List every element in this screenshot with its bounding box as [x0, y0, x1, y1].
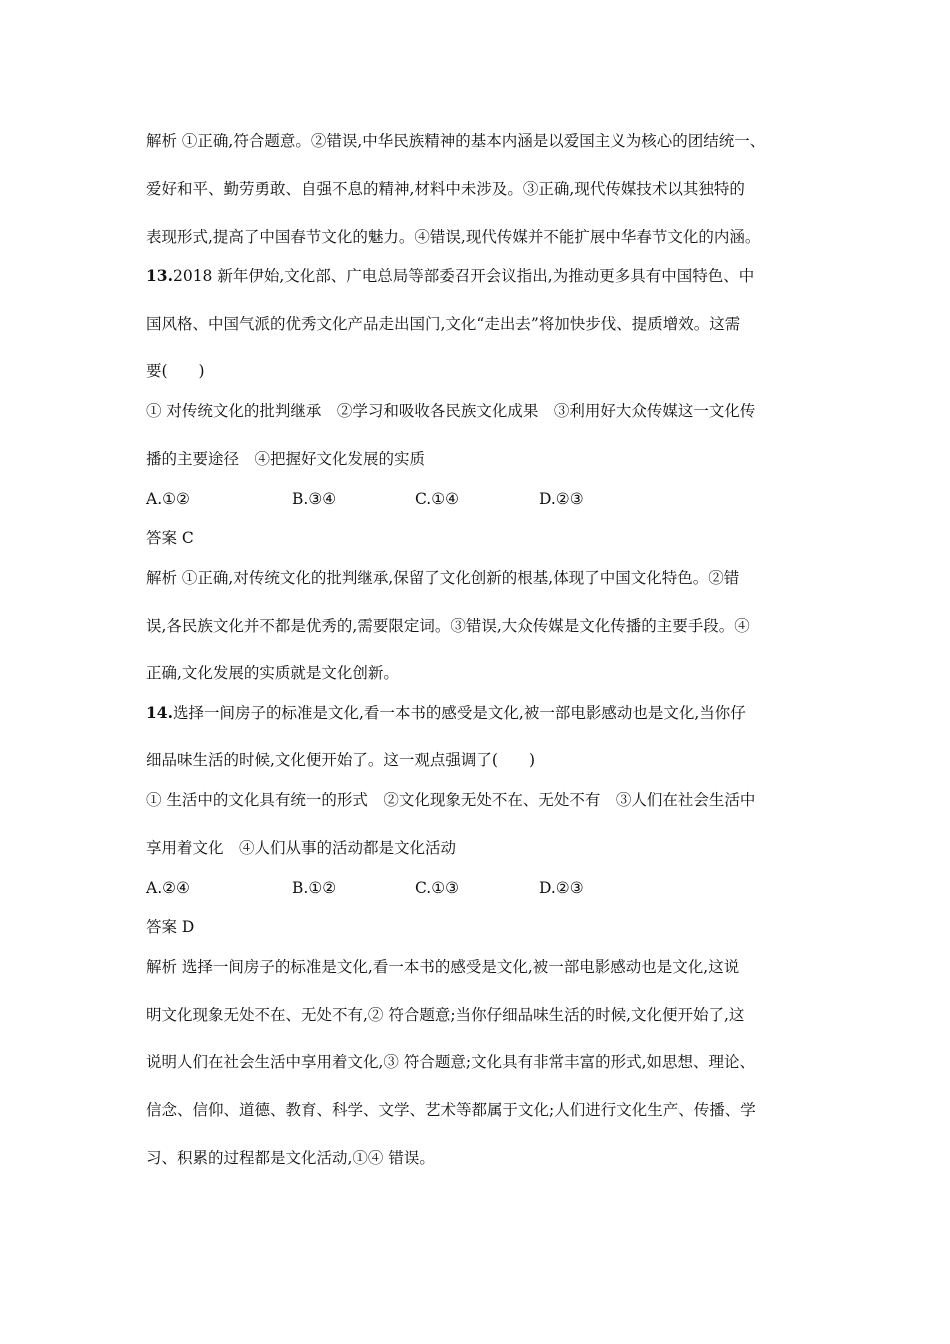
q12-analysis-line-1: 解析 ①正确,符合题意。②错误,中华民族精神的基本内涵是以爱国主义为核心的团结统一、: [146, 132, 766, 150]
q14-option-d: D.②③: [539, 879, 584, 897]
q13-option-c: C.①④: [415, 490, 460, 508]
q13-analysis-line-2: 误,各民族文化并不都是优秀的,需要限定词。③错误,大众传媒是文化传播的主要手段。④: [146, 617, 750, 635]
q14-option-a: A.②④: [146, 879, 190, 897]
q13-statements-line-1: ① 对传统文化的批判继承 ②学习和吸收各民族文化成果 ③利用好大众传媒这一文化传: [146, 402, 756, 420]
q13-option-b: B.③④: [292, 490, 337, 508]
q12-analysis-line-2: 爱好和平、勤劳勇敢、自强不息的精神,材料中未涉及。③正确,现代传媒技术以其独特的: [146, 180, 745, 198]
q14-option-b: B.①②: [292, 879, 337, 897]
q14-statements-line-2: 享用着文化 ④人们从事的活动都是文化活动: [146, 839, 457, 857]
q13-stem-line-2: 国风格、中国气派的优秀文化产品走出国门,文化“走出去”将加快步伐、提质增效。这需: [146, 315, 741, 333]
q14-analysis-line-4: 信念、信仰、道德、教育、科学、文学、艺术等都属于文化;人们进行文化生产、传播、学: [146, 1101, 756, 1119]
q14-analysis-line-1: 解析 选择一间房子的标准是文化,看一本书的感受是文化,被一部电影感动也是文化,这说: [146, 958, 740, 976]
q12-analysis-line-3: 表现形式,提高了中国春节文化的魅力。④错误,现代传媒并不能扩展中华春节文化的内涵。: [146, 228, 761, 246]
q13-option-a: A.①②: [146, 490, 190, 508]
q14-stem-line-2: 细品味生活的时候,文化便开始了。这一观点强调了( ): [146, 751, 536, 769]
q14-answer: 答案 D: [146, 918, 195, 936]
q13-stem-line-1: [146, 266, 754, 286]
q13-stem-text-1: 2018 新年伊始,文化部、广电总局等部委召开会议指出,为推动更多具有中国特色、中: [172, 267, 755, 285]
q14-analysis-line-5: 习、积累的过程都是文化活动,①④ 错误。: [146, 1149, 435, 1167]
q13-statements-line-2: 播的主要途径 ④把握好文化发展的实质: [146, 450, 426, 468]
q14-stem-line-1: [146, 703, 746, 723]
q14-analysis-line-2: 明文化现象无处不在、无处不有,② 符合题意;当你仔细品味生活的时候,文化便开始了,这: [146, 1006, 745, 1024]
q13-analysis-line-3: 正确,文化发展的实质就是文化创新。: [146, 664, 399, 682]
q13-stem-line-3: 要( ): [146, 362, 205, 380]
q13-number: 13.: [146, 266, 173, 285]
q14-statements-line-1: ① 生活中的文化具有统一的形式 ②文化现象无处不在、无处不有 ③人们在社会生活中: [146, 791, 756, 809]
q14-number: 14.: [146, 703, 173, 722]
q13-option-d: D.②③: [539, 490, 584, 508]
q13-answer: 答案 C: [146, 529, 194, 547]
q14-analysis-line-3: 说明人们在社会生活中享用着文化,③ 符合题意;文化具有非常丰富的形式,如思想、理论、: [146, 1053, 756, 1071]
q14-option-c: C.①③: [415, 879, 460, 897]
q13-analysis-line-1: 解析 ①正确,对传统文化的批判继承,保留了文化创新的根基,体现了中国文化特色。②错: [146, 569, 740, 587]
q14-stem-text-1: 选择一间房子的标准是文化,看一本书的感受是文化,被一部电影感动也是文化,当你仔: [172, 704, 746, 722]
